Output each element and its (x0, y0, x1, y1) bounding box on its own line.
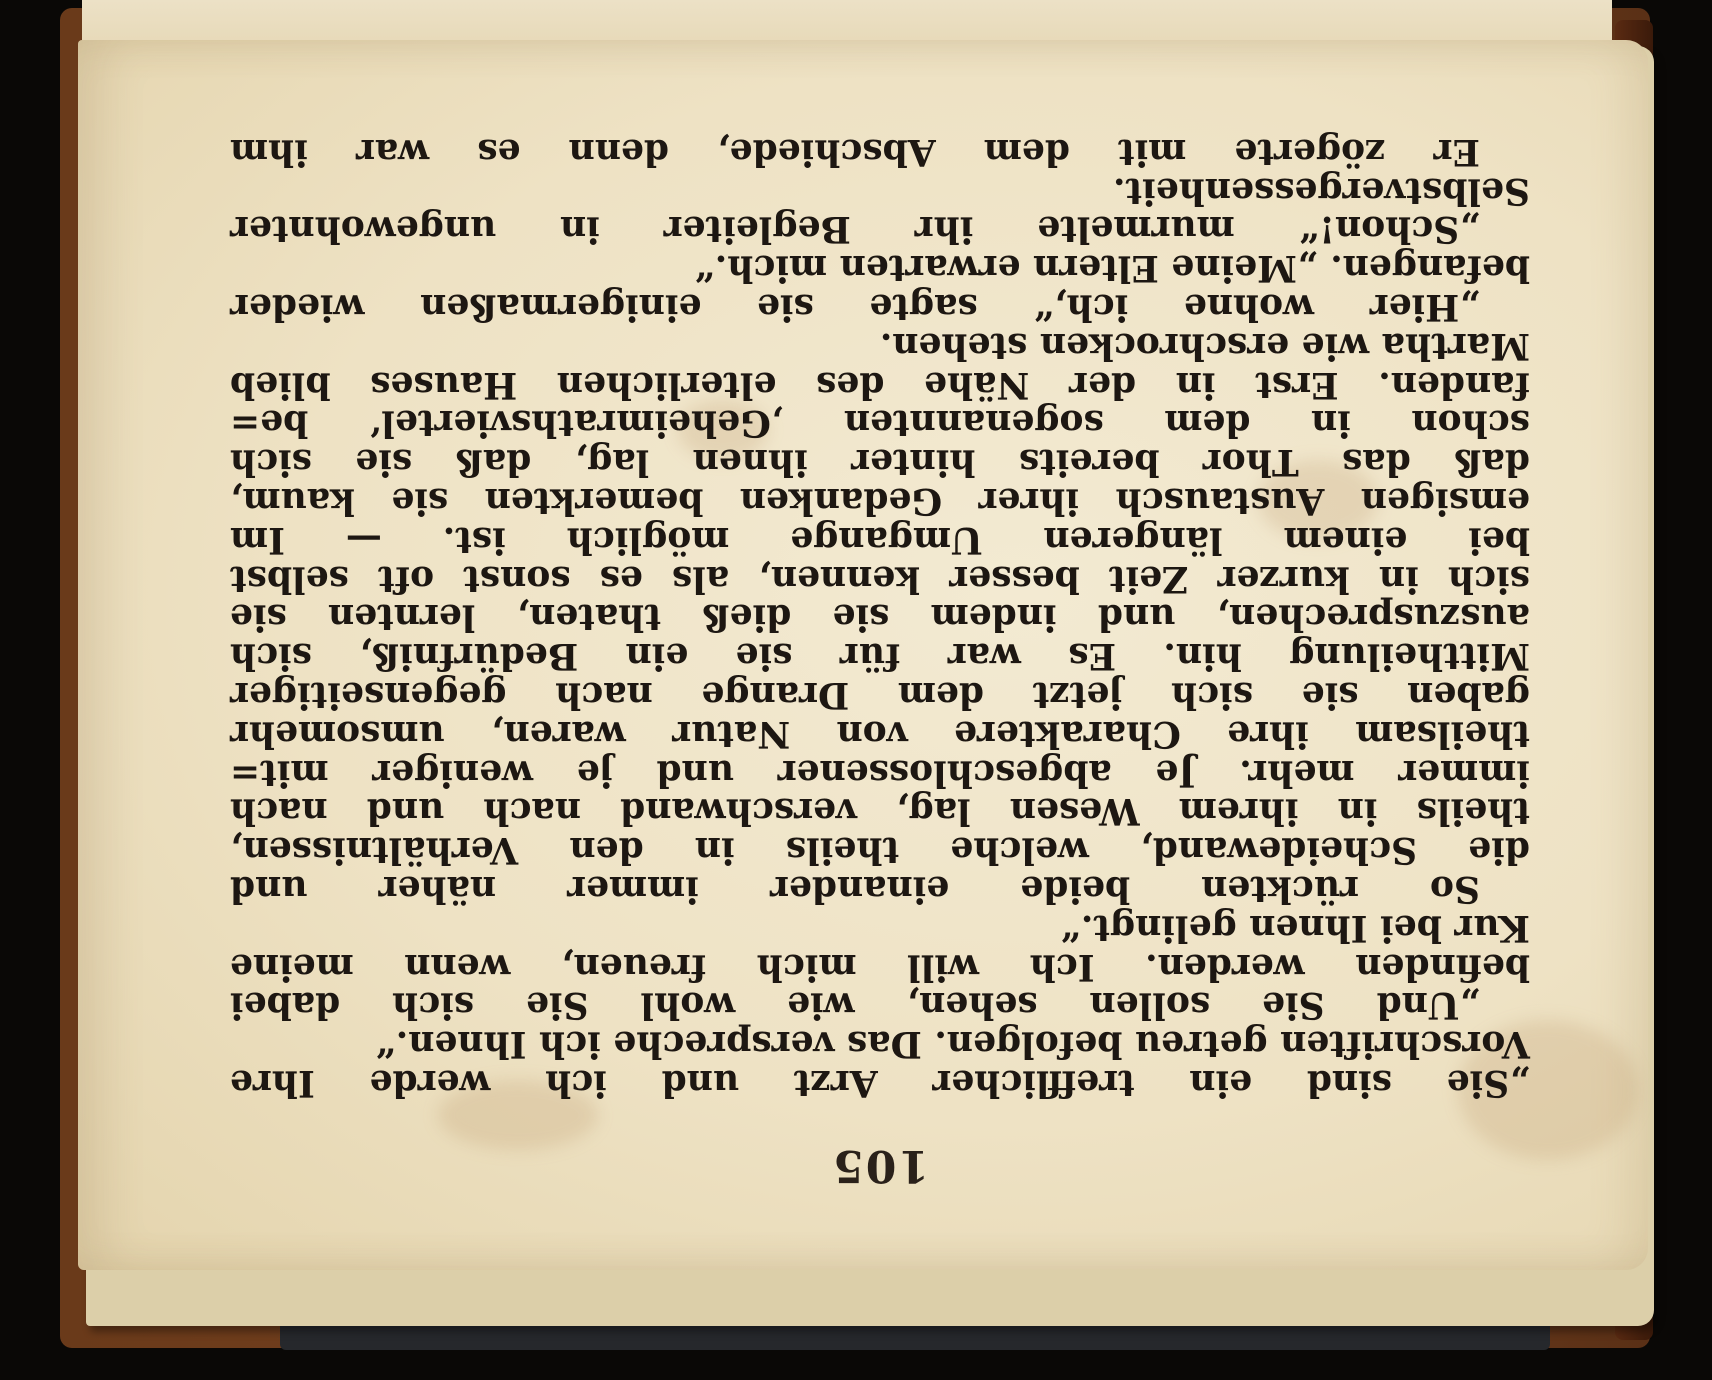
page-number: 105 (831, 1140, 929, 1191)
text-line: Selbstvergessenheit. (1112, 169, 1530, 212)
text-line: theils in ihrem Wesen lag, verschwand nach und nach (230, 790, 1530, 833)
text-line: gaben sie sich jetzt dem Drange nach gegenseitiger (230, 674, 1530, 717)
text-line: fanden. Erst in der Nähe des elterlichen Hauses blieb (230, 363, 1530, 406)
text-line: auszusprechen, und indem sie dieß thaten, lernten sie (230, 596, 1530, 639)
text-line: „Und Sie sollen sehen, wie wohl Sie sich dabei (230, 984, 1480, 1027)
page-text-block (230, 130, 1530, 1200)
text-line: daß das Thor bereits hinter ihnen lag, daß sie sich (230, 441, 1530, 484)
text-line: befinden werden. Ich will mich freuen, wenn meine (230, 945, 1530, 988)
text-line: theilsam ihre Charaktere von Natur waren, umsomehr (230, 712, 1530, 755)
text-line: „Hier wohne ich,“ sagte sie einigermaßen wieder (230, 286, 1480, 329)
text-line: So rückten beide einander immer näher und (230, 868, 1480, 911)
text-line: schon in dem sogenannten ‚Geheimrathsviertel‘ be= (230, 402, 1530, 445)
text-line: „Sie sind ein trefflicher Arzt und ich werde Ihre (230, 1062, 1530, 1104)
text-line: sich in kurzer Zeit besser kennen, als es sonst oft selbst (230, 557, 1530, 600)
text-line: Mittheilung hin. Es war für sie ein Bedürfniß, sich (230, 635, 1530, 678)
text-line: Kur bei Ihnen gelingt.“ (1060, 906, 1530, 949)
text-line: Martha wie erschrocken stehen. (879, 324, 1530, 367)
text-line: bei einem längeren Umgange möglich ist. — Im (230, 518, 1530, 561)
body-text (230, 132, 1530, 1102)
text-line: immer mehr. Je abgeschlossener und je weniger mit= (230, 751, 1530, 794)
text-line: befangen. „Meine Eltern erwarten mich.“ (694, 247, 1530, 290)
text-line: „Schon!“ murmelte ihr Begleiter in ungewohnter (230, 208, 1480, 251)
text-line: emsigen Austausch ihrer Gedanken bemerkten sie kaum, (230, 480, 1530, 523)
text-line: Er zögerte mit dem Abschiede, denn es war ihm (230, 130, 1480, 173)
text-line: die Scheidewand, welche theils in den Verhältnissen, (230, 829, 1530, 872)
text-line: Vorschriften getreu befolgen. Das verspreche ich Ihnen.“ (375, 1023, 1530, 1066)
